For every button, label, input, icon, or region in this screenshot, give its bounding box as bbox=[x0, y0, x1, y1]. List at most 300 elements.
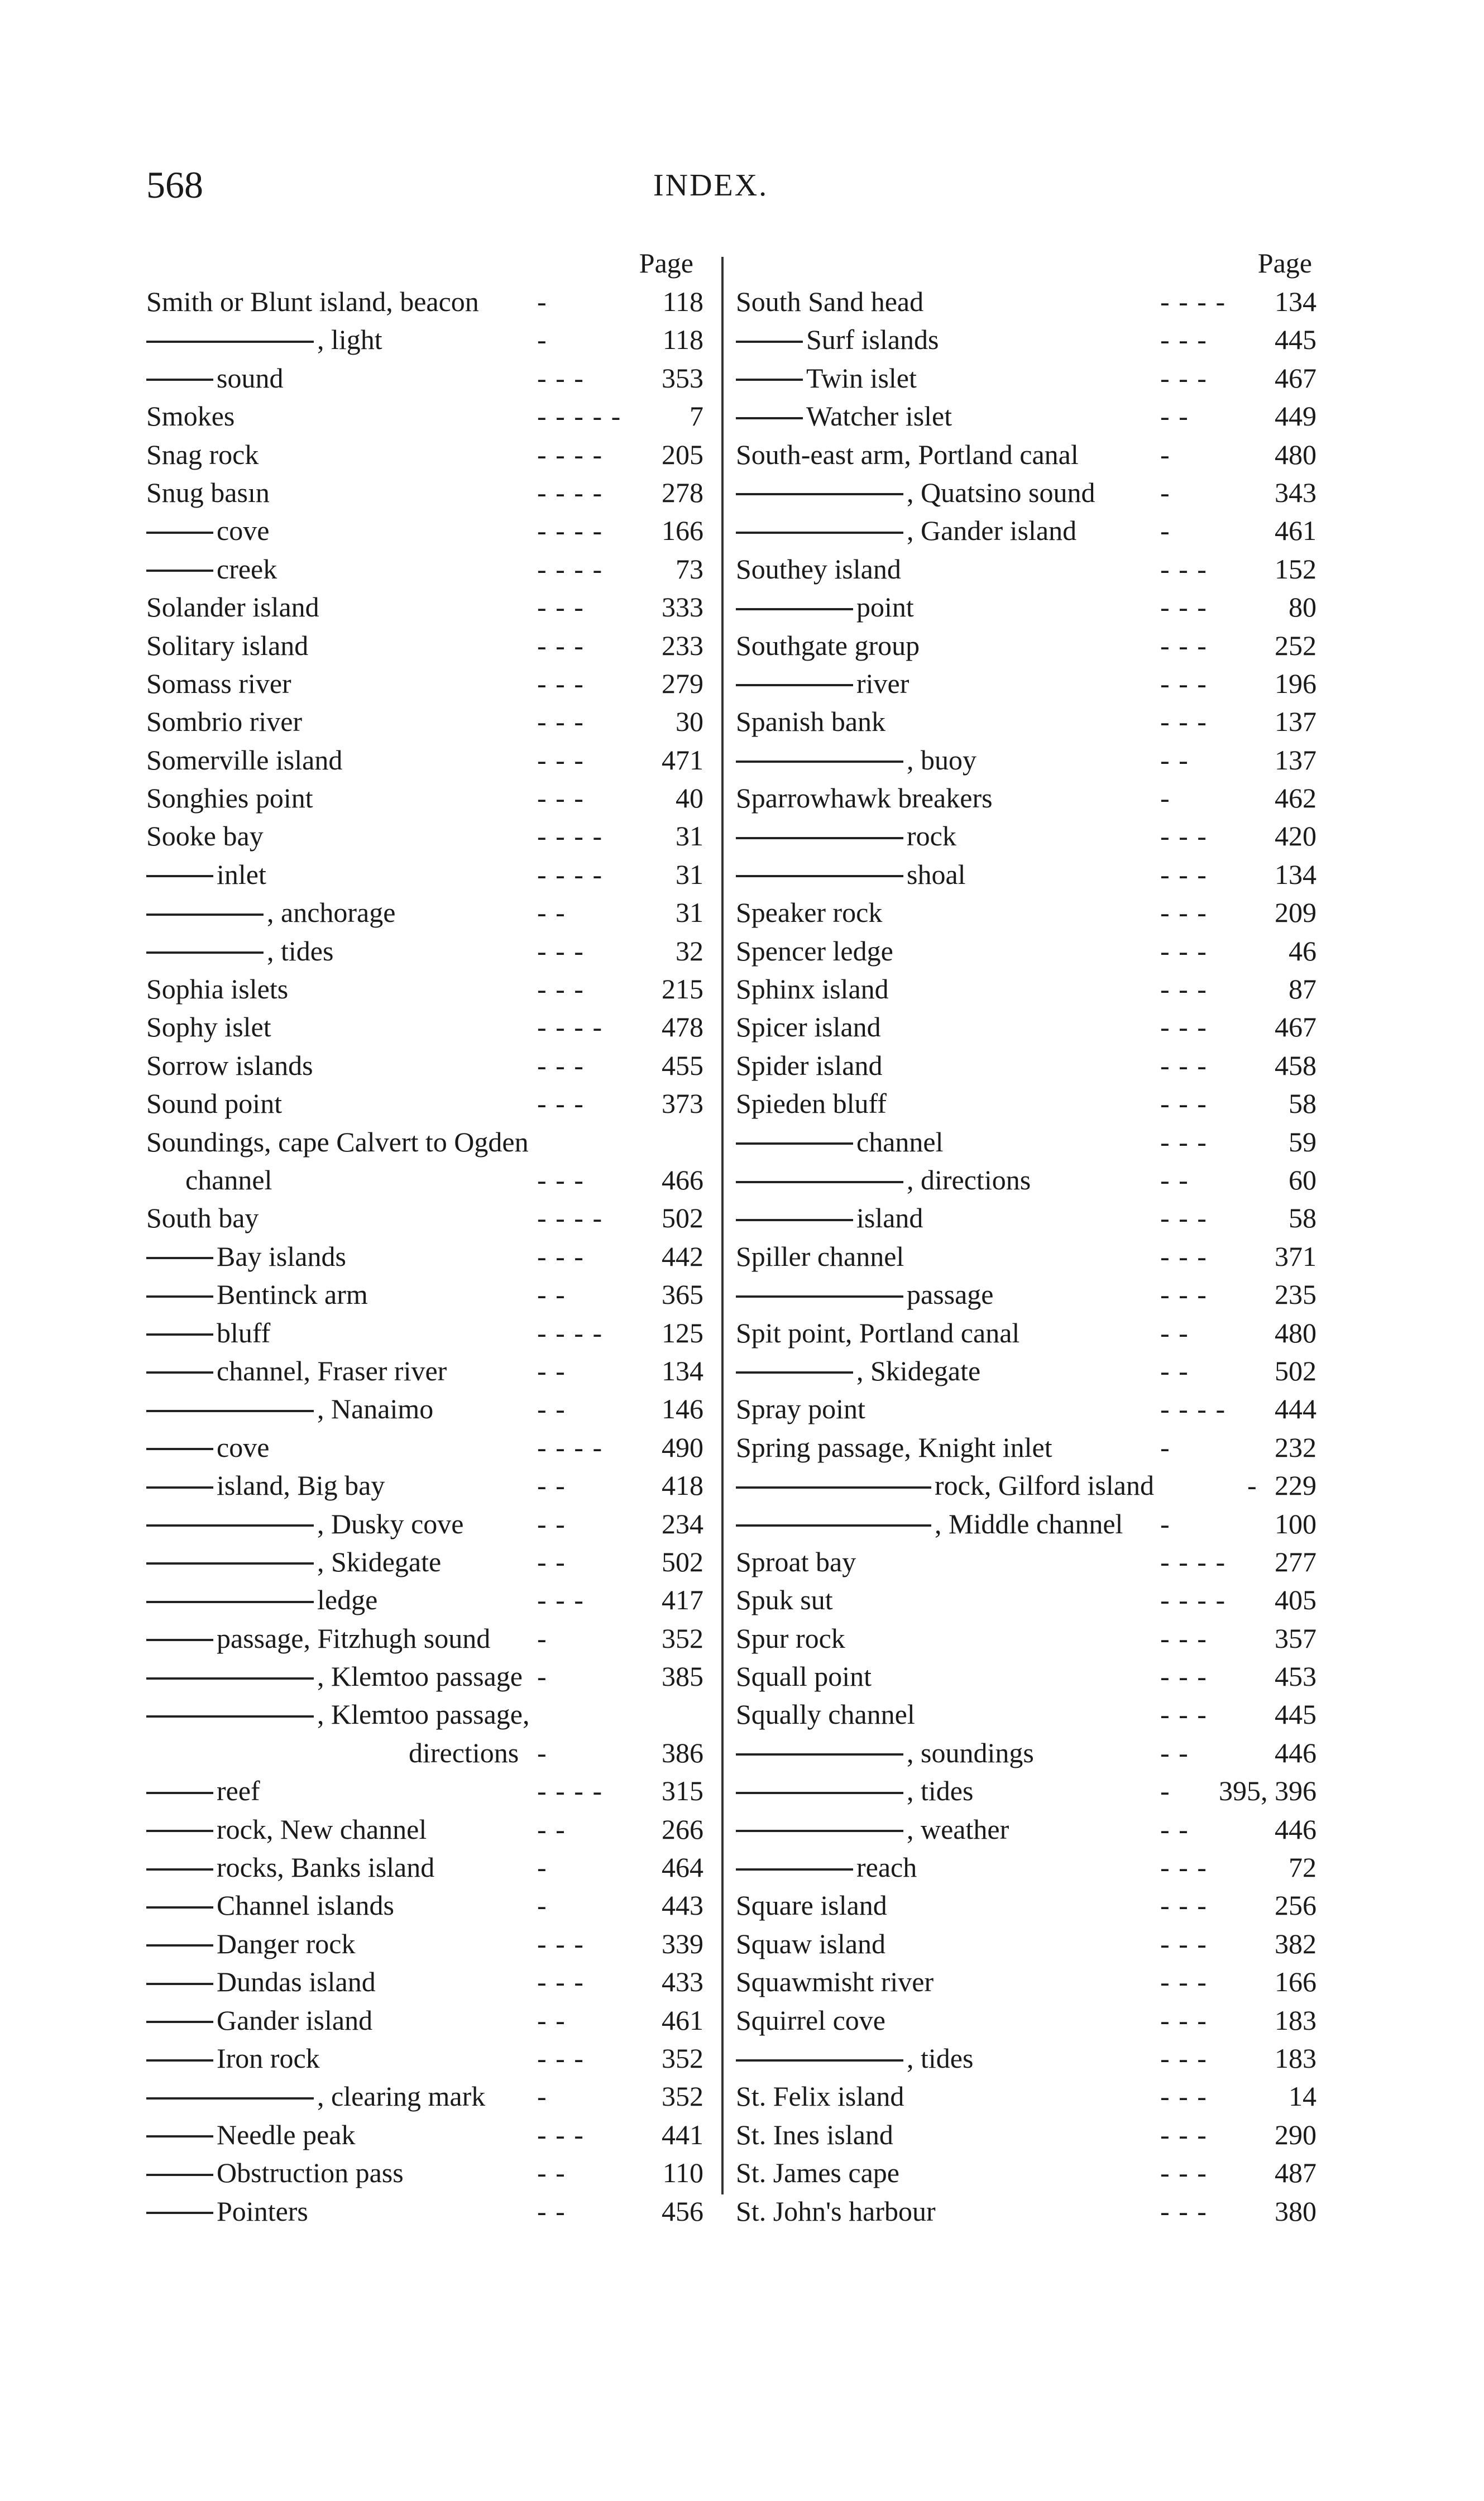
entry-text: Watcher islet bbox=[806, 400, 952, 432]
index-entry bbox=[736, 1314, 1317, 1352]
entry-page-number: 487 bbox=[1275, 2157, 1317, 2189]
entry-name bbox=[146, 1886, 394, 1924]
index-entry bbox=[146, 550, 710, 588]
entry-text: Gander island bbox=[217, 2004, 373, 2036]
entry-page-number: 456 bbox=[662, 2195, 703, 2227]
ditto-dash bbox=[146, 1333, 213, 1336]
entry-name bbox=[146, 1275, 368, 1313]
entry-page-number: 446 bbox=[1275, 1813, 1317, 1845]
leader-dots: - - - bbox=[1160, 629, 1208, 661]
index-entry bbox=[736, 2001, 1317, 2039]
entry-name bbox=[146, 1925, 356, 1963]
entry-text: Squawmisht river bbox=[736, 1966, 934, 1998]
leader-dots: - - - bbox=[1160, 2195, 1208, 2227]
entry-page-number: 205 bbox=[662, 438, 703, 470]
entry-name bbox=[736, 1695, 915, 1733]
entry-page-number: 30 bbox=[676, 706, 703, 738]
entry-page-number: 118 bbox=[662, 324, 703, 356]
entry-page-number: 277 bbox=[1275, 1546, 1317, 1577]
entry-page-number: 31 bbox=[676, 858, 703, 890]
entry-text: Spencer ledge bbox=[736, 935, 893, 967]
entry-name bbox=[185, 1161, 272, 1199]
ditto-dash bbox=[736, 608, 853, 610]
entry-name bbox=[736, 1046, 882, 1084]
entry-text: Bay islands bbox=[217, 1240, 346, 1272]
leader-dots: - - bbox=[1160, 1317, 1189, 1348]
entry-text: Spanish bank bbox=[736, 706, 886, 738]
entry-name bbox=[146, 664, 291, 702]
entry-text: Square island bbox=[736, 1890, 887, 1921]
index-entry bbox=[146, 1695, 710, 1733]
leader-dots: - - - bbox=[537, 973, 585, 1005]
index-entry bbox=[146, 283, 710, 321]
entry-text: Spieden bluff bbox=[736, 1088, 887, 1120]
leader-dots: - - - bbox=[1160, 1088, 1208, 1120]
leader-dots: - - - - bbox=[537, 1011, 604, 1043]
leader-dots: - - - bbox=[537, 629, 585, 661]
ditto-dash bbox=[736, 1219, 853, 1221]
ditto-dash bbox=[146, 1371, 213, 1374]
entry-name bbox=[146, 2001, 372, 2039]
entry-name bbox=[146, 1466, 385, 1504]
index-entry bbox=[146, 1084, 710, 1122]
entry-page-number: 371 bbox=[1275, 1240, 1317, 1272]
leader-dots: - bbox=[1160, 476, 1171, 508]
ditto-dash bbox=[736, 1792, 903, 1794]
entry-name bbox=[146, 436, 258, 474]
index-entry bbox=[146, 817, 710, 855]
entry-name bbox=[736, 779, 993, 817]
entry-text: Spring passage, Knight inlet bbox=[736, 1431, 1052, 1463]
entry-text: Speaker rock bbox=[736, 897, 883, 929]
entry-page-number: 449 bbox=[1275, 400, 1317, 432]
index-entry bbox=[146, 1772, 710, 1810]
entry-name bbox=[146, 1848, 434, 1886]
entry-page-number: 279 bbox=[662, 667, 703, 699]
ditto-dash bbox=[146, 1830, 213, 1832]
entry-page-number: 100 bbox=[1275, 1508, 1317, 1539]
leader-dots: - - - bbox=[1160, 1049, 1208, 1081]
ditto-dash bbox=[146, 1601, 314, 1603]
leader-dots: - - - bbox=[537, 1966, 585, 1998]
leader-dots: - - bbox=[1160, 400, 1189, 432]
entry-page-number: 352 bbox=[662, 2042, 703, 2074]
index-entry bbox=[146, 1275, 710, 1313]
index-entry bbox=[146, 511, 710, 549]
index-entry bbox=[736, 1428, 1317, 1466]
entry-name bbox=[146, 1581, 377, 1619]
entry-page-number: 445 bbox=[1275, 1699, 1317, 1730]
leader-dots: - - - bbox=[1160, 591, 1208, 623]
ditto-dash bbox=[146, 1448, 213, 1450]
entry-text: , Skidegate bbox=[856, 1355, 981, 1386]
entry-page-number: 59 bbox=[1289, 1126, 1317, 1158]
entry-text: South-east arm, Portland canal bbox=[736, 438, 1079, 470]
index-entry bbox=[146, 436, 710, 474]
entry-name bbox=[146, 1314, 270, 1352]
leader-dots: - - - - bbox=[537, 1775, 604, 1807]
entry-name bbox=[736, 932, 893, 970]
index-entry bbox=[736, 1886, 1317, 1924]
index-entry bbox=[146, 2192, 710, 2230]
leader-dots: - - bbox=[537, 2195, 566, 2227]
entry-page-number: 382 bbox=[1275, 1928, 1317, 1959]
entry-name bbox=[736, 1161, 1031, 1199]
entry-page-number: 60 bbox=[1289, 1164, 1317, 1195]
index-entry bbox=[736, 779, 1317, 817]
entry-name bbox=[736, 1123, 943, 1161]
index-entry bbox=[736, 1123, 1317, 1161]
leader-dots: - - - bbox=[1160, 2004, 1208, 2036]
entry-name bbox=[146, 855, 266, 893]
entry-text: Somass river bbox=[146, 667, 291, 699]
entry-text: sound bbox=[217, 362, 284, 394]
leader-dots: - - - bbox=[1160, 706, 1208, 738]
index-entry bbox=[146, 1543, 710, 1581]
index-entry bbox=[736, 2192, 1317, 2230]
entry-text: St. Felix island bbox=[736, 2081, 904, 2112]
entry-text: Soundings, cape Calvert to Ogden bbox=[146, 1126, 529, 1158]
entry-text: Bentinck arm bbox=[217, 1279, 368, 1311]
entry-name bbox=[146, 932, 333, 970]
index-entry bbox=[146, 1466, 710, 1504]
entry-page-number: 502 bbox=[662, 1546, 703, 1577]
entry-text: Solander island bbox=[146, 591, 319, 623]
entry-page-number: 290 bbox=[1275, 2119, 1317, 2150]
entry-page-number: 461 bbox=[1275, 515, 1317, 547]
entry-text: Sound point bbox=[146, 1088, 283, 1120]
entry-text: , Klemtoo passage, bbox=[317, 1699, 530, 1730]
entry-text: creek bbox=[217, 553, 277, 585]
entry-text: passage, Fitzhugh sound bbox=[217, 1622, 491, 1654]
entry-name bbox=[736, 1963, 934, 2001]
entry-name bbox=[146, 283, 479, 321]
entry-text: , tides bbox=[267, 935, 334, 967]
entry-page-number: 80 bbox=[1289, 591, 1317, 623]
leader-dots: - - - - bbox=[537, 820, 604, 852]
leader-dots: - - - bbox=[1160, 667, 1208, 699]
leader-dots: - - - bbox=[1160, 1011, 1208, 1043]
ditto-dash bbox=[146, 570, 213, 572]
leader-dots: - - bbox=[537, 1279, 566, 1311]
entry-page-number: 110 bbox=[662, 2157, 703, 2189]
leader-dots: - - - bbox=[537, 362, 585, 394]
entry-text: , directions bbox=[907, 1164, 1031, 1195]
entry-name bbox=[146, 1810, 427, 1848]
entry-text: Solitary island bbox=[146, 629, 309, 661]
entry-page-number: 183 bbox=[1275, 2004, 1317, 2036]
index-entry bbox=[146, 1886, 710, 1924]
index-entry bbox=[736, 1505, 1317, 1543]
page-number: 568 bbox=[146, 164, 203, 206]
leader-dots: - - - - bbox=[537, 515, 604, 547]
entry-page-number: 87 bbox=[1289, 973, 1317, 1005]
entry-name bbox=[146, 1123, 529, 1161]
entry-name bbox=[146, 2077, 485, 2115]
leader-dots: - - - bbox=[537, 2119, 585, 2150]
leader-dots: - - - bbox=[1160, 2042, 1208, 2074]
ditto-dash bbox=[146, 1257, 213, 1259]
entry-text: Sooke bay bbox=[146, 820, 264, 852]
entry-page-number: 183 bbox=[1275, 2042, 1317, 2074]
entry-page-number: 502 bbox=[1275, 1355, 1317, 1386]
index-column-left bbox=[146, 243, 710, 2230]
entry-name bbox=[146, 1963, 376, 2001]
leader-dots: - - - bbox=[537, 1928, 585, 1959]
entry-text: Sphinx island bbox=[736, 973, 889, 1005]
entry-name bbox=[409, 1734, 519, 1772]
ditto-dash bbox=[146, 2135, 213, 2137]
ditto-dash bbox=[146, 341, 314, 343]
leader-dots: - - - bbox=[1160, 897, 1208, 929]
entry-text: Smokes bbox=[146, 400, 235, 432]
entry-name bbox=[736, 1848, 917, 1886]
entry-page-number: 232 bbox=[1275, 1431, 1317, 1463]
ditto-dash bbox=[146, 1639, 213, 1641]
leader-dots: - - bbox=[537, 1393, 566, 1425]
index-entry bbox=[146, 359, 710, 397]
ditto-dash bbox=[146, 951, 264, 954]
index-entry bbox=[736, 1619, 1317, 1657]
entry-text: , Skidegate bbox=[317, 1546, 442, 1577]
entry-text: Sparrowhawk breakers bbox=[736, 782, 993, 814]
entry-text: Spiller channel bbox=[736, 1240, 904, 1272]
entry-text: Snag rock bbox=[146, 438, 259, 470]
leader-dots: - - - bbox=[1160, 1699, 1208, 1730]
leader-dots: - bbox=[537, 1737, 548, 1768]
entry-page-number: 14 bbox=[1289, 2081, 1317, 2112]
leader-dots: - - - - bbox=[537, 553, 604, 585]
entry-name bbox=[736, 1314, 1019, 1352]
entry-page-number: 442 bbox=[662, 1240, 703, 1272]
index-entry bbox=[736, 817, 1317, 855]
ditto-dash bbox=[736, 1486, 931, 1489]
index-entry bbox=[146, 2039, 710, 2077]
entry-page-number: 46 bbox=[1289, 935, 1317, 967]
entry-page-number: 125 bbox=[662, 1317, 703, 1348]
entry-name bbox=[736, 1886, 887, 1924]
entry-text: Needle peak bbox=[217, 2119, 356, 2150]
entry-page-number: 455 bbox=[662, 1049, 703, 1081]
leader-dots: - - - - bbox=[537, 438, 604, 470]
index-entry bbox=[736, 1543, 1317, 1581]
entry-name bbox=[146, 321, 382, 358]
entry-page-number: 467 bbox=[1275, 362, 1317, 394]
entry-text: , Gander island bbox=[907, 515, 1077, 547]
column-divider bbox=[721, 257, 724, 2194]
index-entry bbox=[146, 702, 710, 740]
entry-page-number: 315 bbox=[662, 1775, 703, 1807]
entry-text: rocks, Banks island bbox=[217, 1852, 435, 1883]
leader-dots: - - - - bbox=[537, 476, 604, 508]
entry-name bbox=[736, 1275, 994, 1313]
index-entry bbox=[146, 1848, 710, 1886]
entry-page-number: 444 bbox=[1275, 1393, 1317, 1425]
entry-text: cove bbox=[217, 1431, 270, 1463]
entry-page-number: 256 bbox=[1275, 1890, 1317, 1921]
leader-dots: - bbox=[1160, 782, 1171, 814]
leader-dots: - - - bbox=[1160, 1126, 1208, 1158]
ditto-dash bbox=[146, 914, 264, 916]
entry-name bbox=[146, 1505, 463, 1543]
index-entry bbox=[736, 1275, 1317, 1313]
index-entry bbox=[736, 1695, 1317, 1733]
ditto-dash bbox=[736, 493, 903, 495]
leader-dots: - - - - bbox=[537, 1202, 604, 1234]
entry-text: St. John's harbour bbox=[736, 2195, 936, 2227]
entry-text: shoal bbox=[907, 858, 966, 890]
entry-text: Sorrow islands bbox=[146, 1049, 313, 1081]
index-entry bbox=[736, 2077, 1317, 2115]
leader-dots: - bbox=[1160, 1775, 1171, 1807]
entry-page-number: 134 bbox=[1275, 286, 1317, 317]
entry-name bbox=[146, 2116, 355, 2154]
entry-text: South bay bbox=[146, 1202, 259, 1234]
ditto-dash bbox=[736, 1868, 853, 1871]
index-entry bbox=[146, 779, 710, 817]
index-entry bbox=[146, 1199, 710, 1237]
leader-dots: - - - bbox=[537, 744, 585, 776]
leader-dots: - - - bbox=[1160, 2157, 1208, 2189]
index-entry bbox=[146, 1046, 710, 1084]
entry-text: Smith or Blunt island, beacon bbox=[146, 286, 479, 317]
leader-dots: - - - bbox=[1160, 1202, 1208, 1234]
entry-page-number: 146 bbox=[662, 1393, 703, 1425]
index-entry bbox=[146, 664, 710, 702]
index-entry bbox=[736, 2039, 1317, 2077]
entry-page-number: 446 bbox=[1275, 1737, 1317, 1768]
entry-text: Somerville island bbox=[146, 744, 343, 776]
leader-dots: - - - - - bbox=[537, 400, 622, 432]
index-entry bbox=[736, 702, 1317, 740]
entry-page-number: 418 bbox=[662, 1470, 703, 1501]
leader-dots: - - - bbox=[1160, 1661, 1208, 1692]
entry-name bbox=[146, 474, 270, 511]
index-entry bbox=[736, 1466, 1317, 1504]
index-entry bbox=[146, 970, 710, 1008]
entry-text: St. Ines island bbox=[736, 2119, 893, 2150]
ditto-dash bbox=[146, 1944, 213, 1947]
index-entry bbox=[736, 664, 1317, 702]
index-entry bbox=[736, 1161, 1317, 1199]
index-entry bbox=[736, 2154, 1317, 2192]
leader-dots: - - - bbox=[1160, 1240, 1208, 1272]
entry-page-number: 229 bbox=[1275, 1470, 1317, 1501]
entry-page-number: 152 bbox=[1275, 553, 1317, 585]
ditto-dash bbox=[736, 1524, 931, 1527]
entry-page-number: 365 bbox=[662, 1279, 703, 1311]
index-entry bbox=[736, 1046, 1317, 1084]
leader-dots: - - bbox=[537, 1546, 566, 1577]
entry-text: Squally channel bbox=[736, 1699, 915, 1730]
ditto-dash bbox=[146, 875, 213, 877]
ditto-dash bbox=[736, 761, 903, 763]
entry-name bbox=[736, 1772, 973, 1810]
entry-page-number: 405 bbox=[1275, 1584, 1317, 1616]
entry-page-number: 215 bbox=[662, 973, 703, 1005]
leader-dots: - - - bbox=[537, 1164, 585, 1195]
entry-page-number: 395, 396 bbox=[1219, 1775, 1317, 1807]
index-entries-right bbox=[736, 283, 1317, 2230]
entry-text: , anchorage bbox=[267, 897, 396, 929]
leader-dots: - bbox=[537, 1661, 548, 1692]
leader-dots: - - - bbox=[1160, 1622, 1208, 1654]
entry-name bbox=[146, 627, 308, 664]
entry-text: Obstruction pass bbox=[217, 2157, 404, 2189]
entry-text: Spicer island bbox=[736, 1011, 881, 1043]
leader-dots: - - bbox=[537, 1470, 566, 1501]
entry-name bbox=[146, 1199, 258, 1237]
entry-name bbox=[146, 817, 264, 855]
index-entry bbox=[736, 321, 1317, 358]
entry-page-number: 343 bbox=[1275, 476, 1317, 508]
index-entries-left bbox=[146, 283, 710, 2230]
entry-text: reach bbox=[856, 1852, 917, 1883]
page-column-label: Page bbox=[639, 247, 693, 279]
entry-name bbox=[146, 2192, 308, 2230]
ditto-dash bbox=[146, 1524, 314, 1527]
entry-name bbox=[736, 1352, 980, 1390]
entry-name bbox=[736, 970, 889, 1008]
ditto-dash bbox=[146, 379, 213, 381]
ditto-dash bbox=[146, 1906, 213, 1909]
ditto-dash bbox=[736, 1371, 853, 1374]
index-entry bbox=[146, 2116, 710, 2154]
index-entry bbox=[146, 1505, 710, 1543]
leader-dots: - bbox=[537, 324, 548, 356]
leader-dots: - - - bbox=[537, 1088, 585, 1120]
entry-page-number: 417 bbox=[662, 1584, 703, 1616]
entry-page-number: 252 bbox=[1275, 629, 1317, 661]
entry-name bbox=[736, 283, 923, 321]
entry-text: Sproat bay bbox=[736, 1546, 856, 1577]
entry-page-number: 353 bbox=[662, 362, 703, 394]
leader-dots: - - - bbox=[1160, 2119, 1208, 2150]
leader-dots: - bbox=[1247, 1470, 1258, 1501]
ditto-dash bbox=[146, 1983, 213, 1985]
ditto-dash bbox=[146, 532, 213, 534]
leader-dots: - - - bbox=[537, 1240, 585, 1272]
entry-page-number: 118 bbox=[662, 286, 703, 317]
entry-text: Sombrio river bbox=[146, 706, 303, 738]
entry-name bbox=[736, 1466, 1154, 1504]
leader-dots: - - - bbox=[537, 782, 585, 814]
page-column-label: Page bbox=[1257, 247, 1312, 279]
entry-name bbox=[736, 511, 1076, 549]
leader-dots: - bbox=[1160, 1431, 1171, 1463]
leader-dots: - - - bbox=[537, 706, 585, 738]
entry-page-number: 352 bbox=[662, 1622, 703, 1654]
entry-text: rock, New channel bbox=[217, 1813, 427, 1845]
entry-text: Spuk sut bbox=[736, 1584, 833, 1616]
leader-dots: - - - bbox=[1160, 2081, 1208, 2112]
entry-text: Dundas island bbox=[217, 1966, 376, 1998]
leader-dots: - bbox=[537, 2081, 548, 2112]
entry-text: bluff bbox=[217, 1317, 271, 1348]
index-entry bbox=[736, 588, 1317, 626]
ditto-dash bbox=[736, 417, 803, 419]
entry-text: river bbox=[856, 667, 909, 699]
entry-page-number: 373 bbox=[662, 1088, 703, 1120]
entry-page-number: 471 bbox=[662, 744, 703, 776]
entry-page-number: 234 bbox=[662, 1508, 703, 1539]
entry-text: , tides bbox=[907, 1775, 974, 1807]
index-entry bbox=[736, 1581, 1317, 1619]
entry-name bbox=[146, 359, 283, 397]
entry-name bbox=[146, 1543, 441, 1581]
entry-page-number: 433 bbox=[662, 1966, 703, 1998]
index-entry bbox=[146, 932, 710, 970]
